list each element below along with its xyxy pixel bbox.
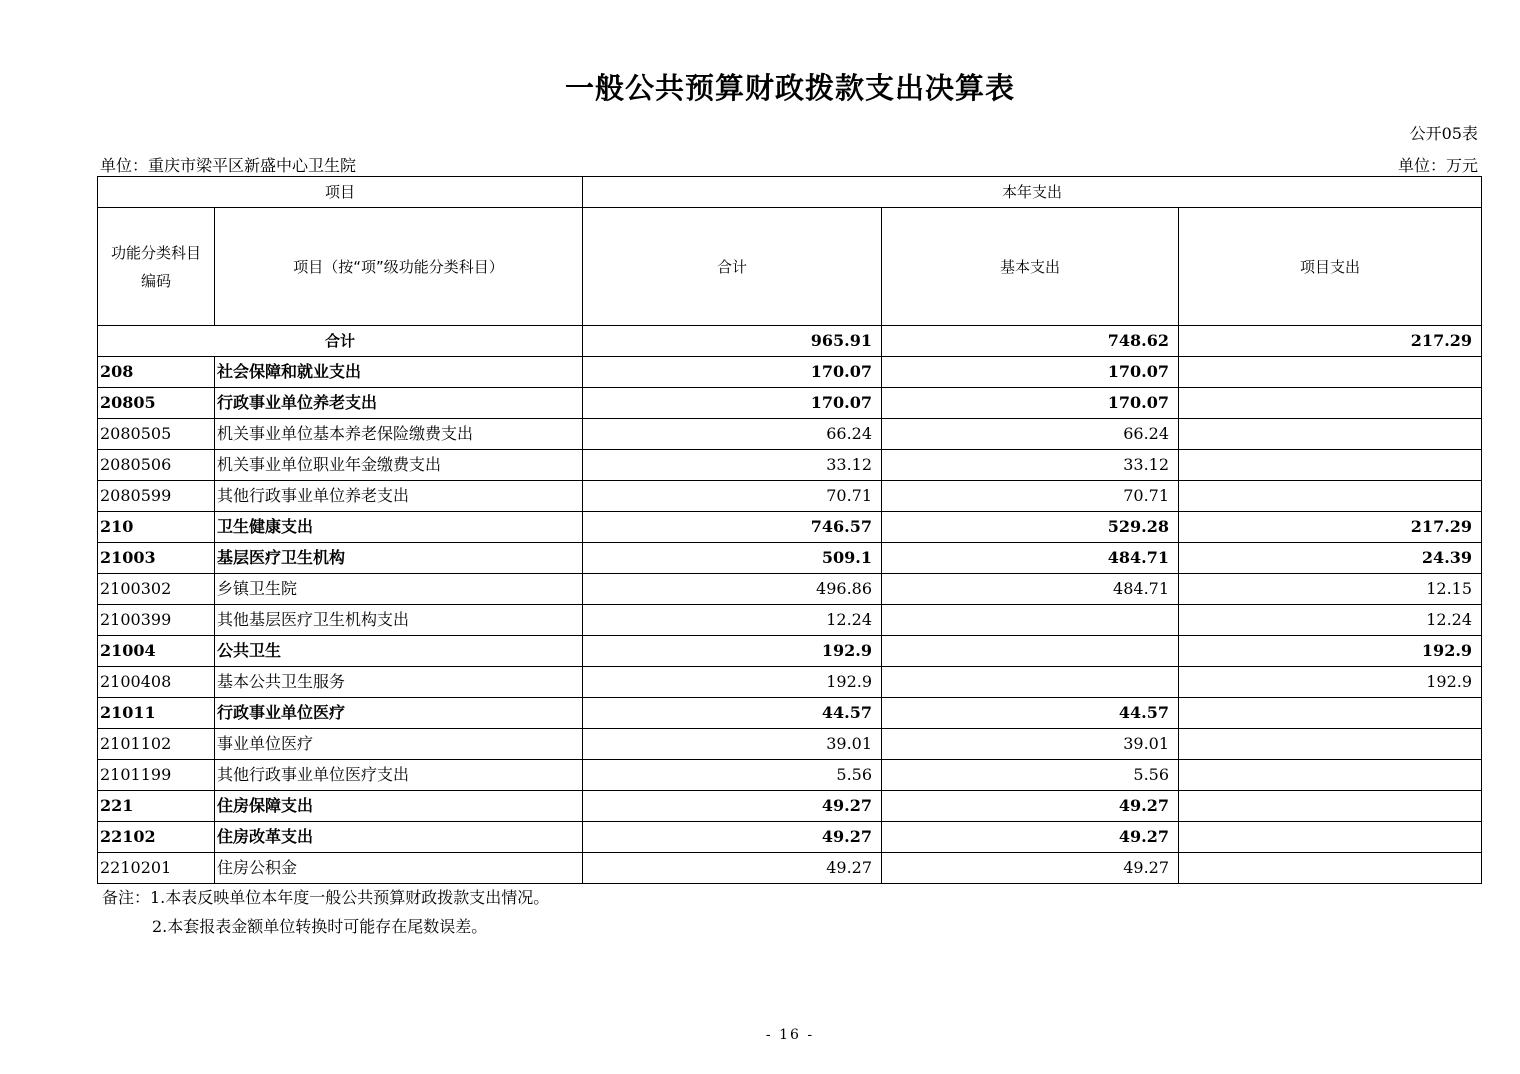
- row-project: [1179, 698, 1482, 729]
- row-code: 22102: [98, 822, 215, 853]
- total-total: 965.91: [583, 326, 882, 357]
- table-row: [98, 822, 1482, 853]
- note-2: 2.本套报表金额单位转换时可能存在尾数误差。: [152, 917, 488, 936]
- row-project: 192.9: [1179, 667, 1482, 698]
- row-project: [1179, 760, 1482, 791]
- row-name: 公共卫生: [215, 636, 583, 667]
- row-basic: 66.24: [882, 419, 1179, 450]
- row-code: 20805: [98, 388, 215, 419]
- row-basic: [882, 605, 1179, 636]
- header-total: 合计: [583, 208, 882, 326]
- header-row-2: [98, 208, 1482, 326]
- table-row: [98, 512, 1482, 543]
- table-row: [98, 543, 1482, 574]
- row-code: 2080505: [98, 419, 215, 450]
- row-total: 192.9: [583, 667, 882, 698]
- row-code: 2100408: [98, 667, 215, 698]
- table-row: [98, 605, 1482, 636]
- row-total: 49.27: [583, 853, 882, 884]
- row-code: 2101102: [98, 729, 215, 760]
- row-total: 496.86: [583, 574, 882, 605]
- row-basic: 484.71: [882, 543, 1179, 574]
- table-row: [98, 574, 1482, 605]
- row-basic: 70.71: [882, 481, 1179, 512]
- row-project: [1179, 419, 1482, 450]
- row-project: 12.15: [1179, 574, 1482, 605]
- table-row: [98, 419, 1482, 450]
- row-code: 21003: [98, 543, 215, 574]
- table-row: [98, 698, 1482, 729]
- row-total: 49.27: [583, 822, 882, 853]
- table-row: [98, 388, 1482, 419]
- row-project: [1179, 853, 1482, 884]
- row-total: 33.12: [583, 450, 882, 481]
- row-total: 66.24: [583, 419, 882, 450]
- row-code: 2101199: [98, 760, 215, 791]
- row-total: 39.01: [583, 729, 882, 760]
- header-item: 项目（按“项”级功能分类科目）: [215, 208, 583, 326]
- row-name: 其他行政事业单位医疗支出: [215, 760, 583, 791]
- row-total: 44.57: [583, 698, 882, 729]
- row-code: 208: [98, 357, 215, 388]
- row-name: 卫生健康支出: [215, 512, 583, 543]
- table-row: [98, 450, 1482, 481]
- expenditure-table: [97, 176, 1482, 884]
- total-basic: 748.62: [882, 326, 1179, 357]
- row-code: 2100302: [98, 574, 215, 605]
- table-row: [98, 791, 1482, 822]
- table-row: [98, 481, 1482, 512]
- row-basic: [882, 636, 1179, 667]
- total-row: [98, 326, 1482, 357]
- row-basic: 33.12: [882, 450, 1179, 481]
- row-name: 行政事业单位医疗: [215, 698, 583, 729]
- row-name: 机关事业单位职业年金缴费支出: [215, 450, 583, 481]
- row-basic: 170.07: [882, 357, 1179, 388]
- table-row: [98, 760, 1482, 791]
- table-row: [98, 636, 1482, 667]
- row-total: 49.27: [583, 791, 882, 822]
- row-basic: 39.01: [882, 729, 1179, 760]
- row-project: [1179, 822, 1482, 853]
- row-total: 70.71: [583, 481, 882, 512]
- row-name: 行政事业单位养老支出: [215, 388, 583, 419]
- row-basic: 49.27: [882, 853, 1179, 884]
- row-basic: 484.71: [882, 574, 1179, 605]
- row-total: 746.57: [583, 512, 882, 543]
- row-project: [1179, 791, 1482, 822]
- row-project: [1179, 388, 1482, 419]
- row-name: 其他基层医疗卫生机构支出: [215, 605, 583, 636]
- row-project: [1179, 357, 1482, 388]
- currency-unit: 单位：万元: [1397, 156, 1478, 175]
- row-code: 2080506: [98, 450, 215, 481]
- row-name: 住房公积金: [215, 853, 583, 884]
- total-project: 217.29: [1179, 326, 1482, 357]
- row-basic: 49.27: [882, 791, 1179, 822]
- row-total: 12.24: [583, 605, 882, 636]
- header-basic: 基本支出: [882, 208, 1179, 326]
- header-project-exp: 项目支出: [1179, 208, 1482, 326]
- row-basic: 529.28: [882, 512, 1179, 543]
- table-row: [98, 853, 1482, 884]
- row-name: 基本公共卫生服务: [215, 667, 583, 698]
- row-code: 221: [98, 791, 215, 822]
- row-name: 乡镇卫生院: [215, 574, 583, 605]
- row-basic: [882, 667, 1179, 698]
- row-project: [1179, 450, 1482, 481]
- row-code: 21011: [98, 698, 215, 729]
- row-basic: 170.07: [882, 388, 1179, 419]
- row-total: 170.07: [583, 388, 882, 419]
- row-code: 210: [98, 512, 215, 543]
- row-code: 2210201: [98, 853, 215, 884]
- row-name: 机关事业单位基本养老保险缴费支出: [215, 419, 583, 450]
- row-total: 5.56: [583, 760, 882, 791]
- row-code: 21004: [98, 636, 215, 667]
- row-project: 192.9: [1179, 636, 1482, 667]
- organization-unit: 单位：重庆市梁平区新盛中心卫生院: [100, 156, 357, 175]
- row-project: 24.39: [1179, 543, 1482, 574]
- row-name: 其他行政事业单位养老支出: [215, 481, 583, 512]
- row-project: 12.24: [1179, 605, 1482, 636]
- row-name: 社会保障和就业支出: [215, 357, 583, 388]
- total-label: 合计: [98, 326, 583, 357]
- row-basic: 5.56: [882, 760, 1179, 791]
- row-code: 2080599: [98, 481, 215, 512]
- row-total: 170.07: [583, 357, 882, 388]
- header-code: 功能分类科目 编码: [98, 208, 215, 326]
- header-project: 项目: [98, 177, 583, 208]
- row-project: [1179, 729, 1482, 760]
- row-total: 509.1: [583, 543, 882, 574]
- page-number: - 16 -: [765, 1027, 815, 1043]
- table-row: [98, 667, 1482, 698]
- row-basic: 44.57: [882, 698, 1179, 729]
- row-name: 事业单位医疗: [215, 729, 583, 760]
- row-project: [1179, 481, 1482, 512]
- note-1: 备注：1.本表反映单位本年度一般公共预算财政拨款支出情况。: [102, 888, 550, 907]
- row-project: 217.29: [1179, 512, 1482, 543]
- row-code: 2100399: [98, 605, 215, 636]
- header-current-year: 本年支出: [583, 177, 1482, 208]
- row-name: 基层医疗卫生机构: [215, 543, 583, 574]
- page-title: 一般公共预算财政拨款支出决算表: [564, 71, 1015, 105]
- row-name: 住房改革支出: [215, 822, 583, 853]
- row-name: 住房保障支出: [215, 791, 583, 822]
- row-basic: 49.27: [882, 822, 1179, 853]
- header-row-1: [98, 177, 1482, 208]
- form-number: 公开05表: [1409, 124, 1478, 143]
- row-total: 192.9: [583, 636, 882, 667]
- table-row: [98, 729, 1482, 760]
- table-row: [98, 357, 1482, 388]
